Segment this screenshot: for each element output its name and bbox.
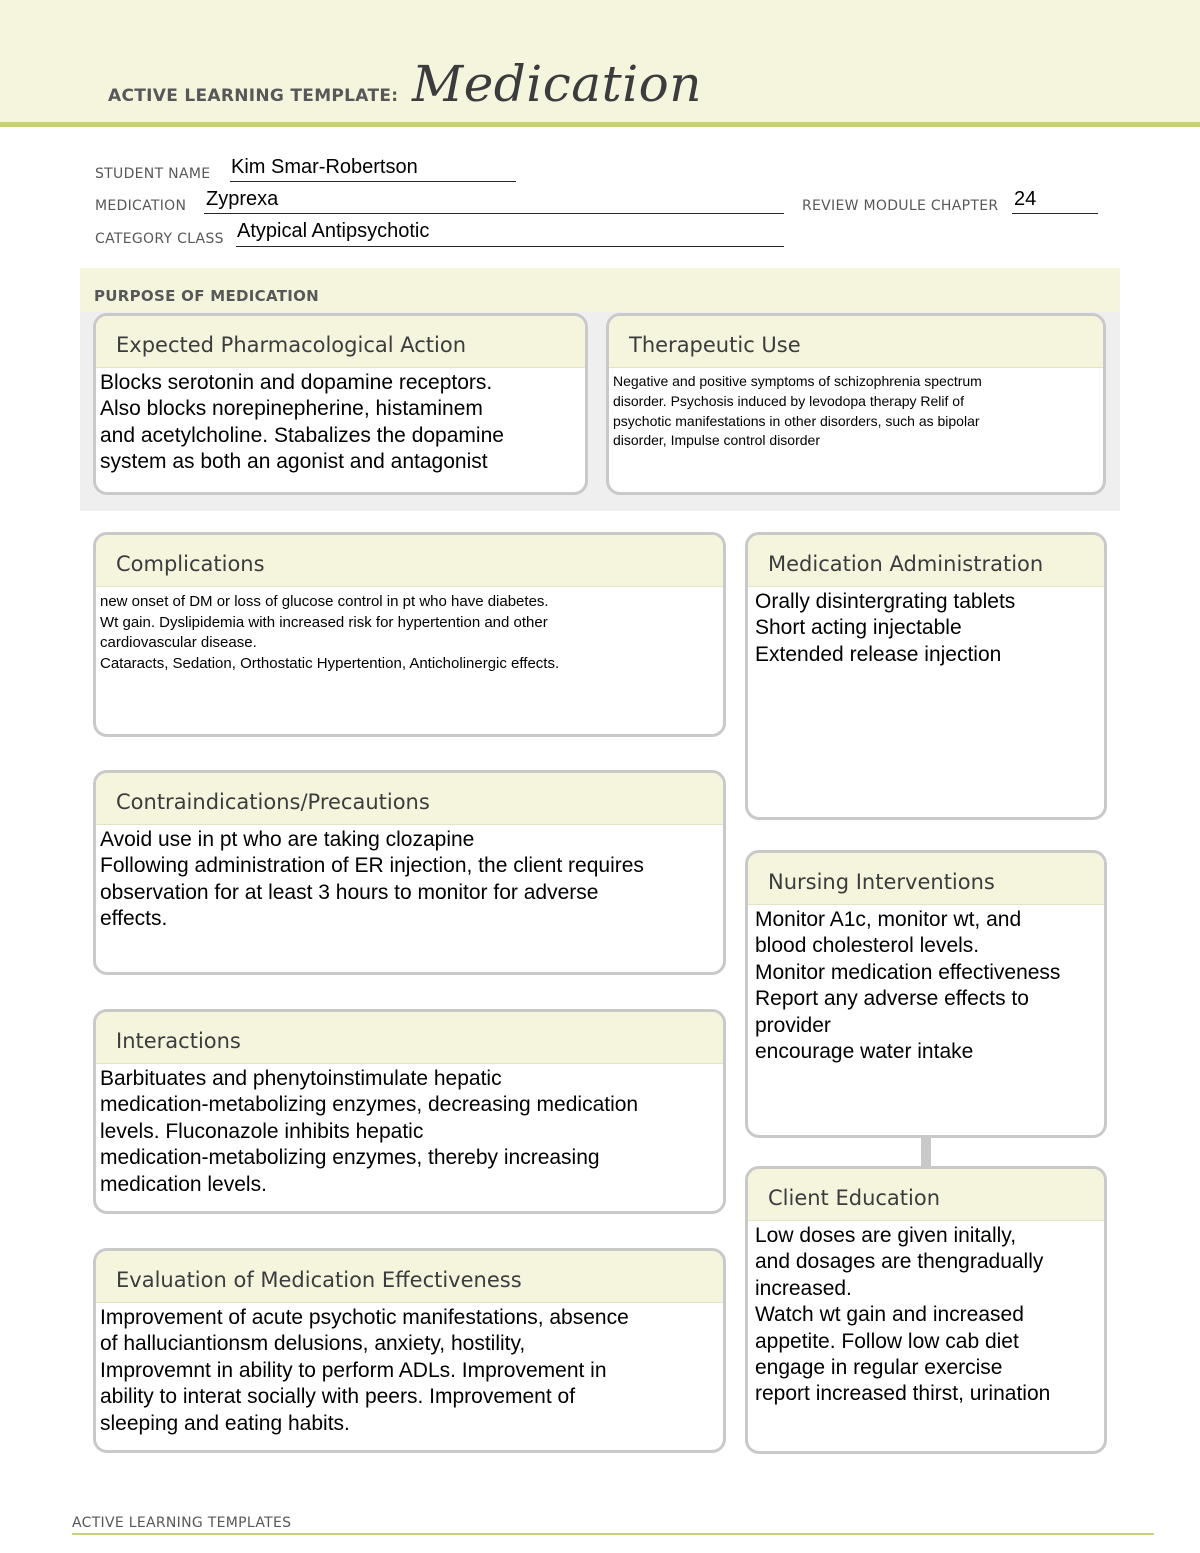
evaluation-title: Evaluation of Medication Effectiveness: [96, 1251, 723, 1303]
review-module-label: REVIEW MODULE CHAPTER: [802, 198, 999, 214]
medication-line: [204, 213, 784, 214]
contraindications-title: Contraindications/Precautions: [96, 773, 723, 825]
expected-action-title: Expected Pharmacological Action: [96, 316, 585, 368]
administration-text[interactable]: Orally disintergrating tablets Short acting injectable Extended release injection: [755, 590, 1016, 666]
complications-text[interactable]: new onset of DM or loss of glucose control in pt who have diabetes. Wt gain. Dyslipidemia with increased risk for hypertention and other cardiovascular disease. Cataracts, Sedation, Orthostatic Hypertention, Anticholinergic effects.: [100, 593, 560, 672]
nursing-title: Nursing Interventions: [748, 853, 1104, 905]
category-class-label: CATEGORY CLASS: [95, 231, 224, 247]
client-education-text[interactable]: Low doses are given initally, and dosages are thengradually increased. Watch wt gain and increased appetite. Follow low cab diet engage in regular exercise report increased thirst, urination: [755, 1224, 1051, 1406]
footer-rule: [72, 1533, 1154, 1535]
template-label: ACTIVE LEARNING TEMPLATE:: [108, 86, 399, 106]
nursing-text[interactable]: Monitor A1c, monitor wt, and blood cholesterol levels. Monitor medication effectiveness Report any adverse effects to provider encourage water intake: [755, 908, 1061, 1064]
evaluation-text[interactable]: Improvement of acute psychotic manifestations, absence of halluciantionsm delusions, anxiety, hostility, Improvemnt in ability to perform ADLs. Improvement in ability to interat socially with peers. Improvement of sleeping and eating habits.: [100, 1306, 629, 1435]
category-class-field[interactable]: Atypical Antipsychotic: [237, 220, 430, 242]
complications-title: Complications: [96, 535, 723, 587]
administration-box: [745, 532, 1107, 820]
administration-title: Medication Administration: [748, 535, 1104, 587]
review-module-line: [1012, 213, 1098, 214]
client-education-title: Client Education: [748, 1169, 1104, 1221]
nursing-box: [745, 850, 1107, 1138]
interactions-title: Interactions: [96, 1012, 723, 1064]
therapeutic-use-box: [606, 313, 1106, 495]
page-title: Medication: [412, 55, 702, 113]
review-module-field[interactable]: 24: [1014, 188, 1037, 210]
connector-line: [921, 1135, 931, 1167]
footer-label: ACTIVE LEARNING TEMPLATES: [72, 1515, 292, 1531]
expected-action-text[interactable]: Blocks serotonin and dopamine receptors. Also blocks norepinepherine, histaminem and acetylcholine. Stabalizes the dopamine system as both an agonist and antagonist: [100, 371, 504, 474]
student-name-field[interactable]: Kim Smar-Robertson: [231, 156, 418, 178]
client-education-box: [745, 1166, 1107, 1454]
contraindications-text[interactable]: Avoid use in pt who are taking clozapine Following administration of ER injection, the client requires observation for at least 3 hours to monitor for adverse effects.: [100, 828, 644, 931]
medication-field[interactable]: Zyprexa: [206, 188, 279, 210]
header-rule: [0, 122, 1200, 127]
medication-label: MEDICATION: [95, 198, 187, 214]
therapeutic-use-title: Therapeutic Use: [609, 316, 1103, 368]
interactions-box: [93, 1009, 726, 1214]
evaluation-box: [93, 1248, 726, 1453]
therapeutic-use-text[interactable]: Negative and positive symptoms of schizophrenia spectrum disorder. Psychosis induced by levodopa therapy Relif of psychotic manifestations in other disorders, such as bipolar disorder, Impulse control disorder: [613, 373, 982, 449]
complications-box: [93, 532, 726, 737]
interactions-text[interactable]: Barbituates and phenytoinstimulate hepatic medication-metabolizing enzymes, decreasing medication levels. Fluconazole inhibits hepatic medication-metabolizing enzymes, thereby increasing medication levels.: [100, 1067, 639, 1196]
student-name-label: STUDENT NAME: [95, 166, 211, 182]
category-class-line: [236, 246, 784, 247]
expected-action-box: [93, 313, 588, 495]
student-name-line: [230, 181, 516, 182]
purpose-label: PURPOSE OF MEDICATION: [94, 287, 320, 305]
contraindications-box: [93, 770, 726, 975]
